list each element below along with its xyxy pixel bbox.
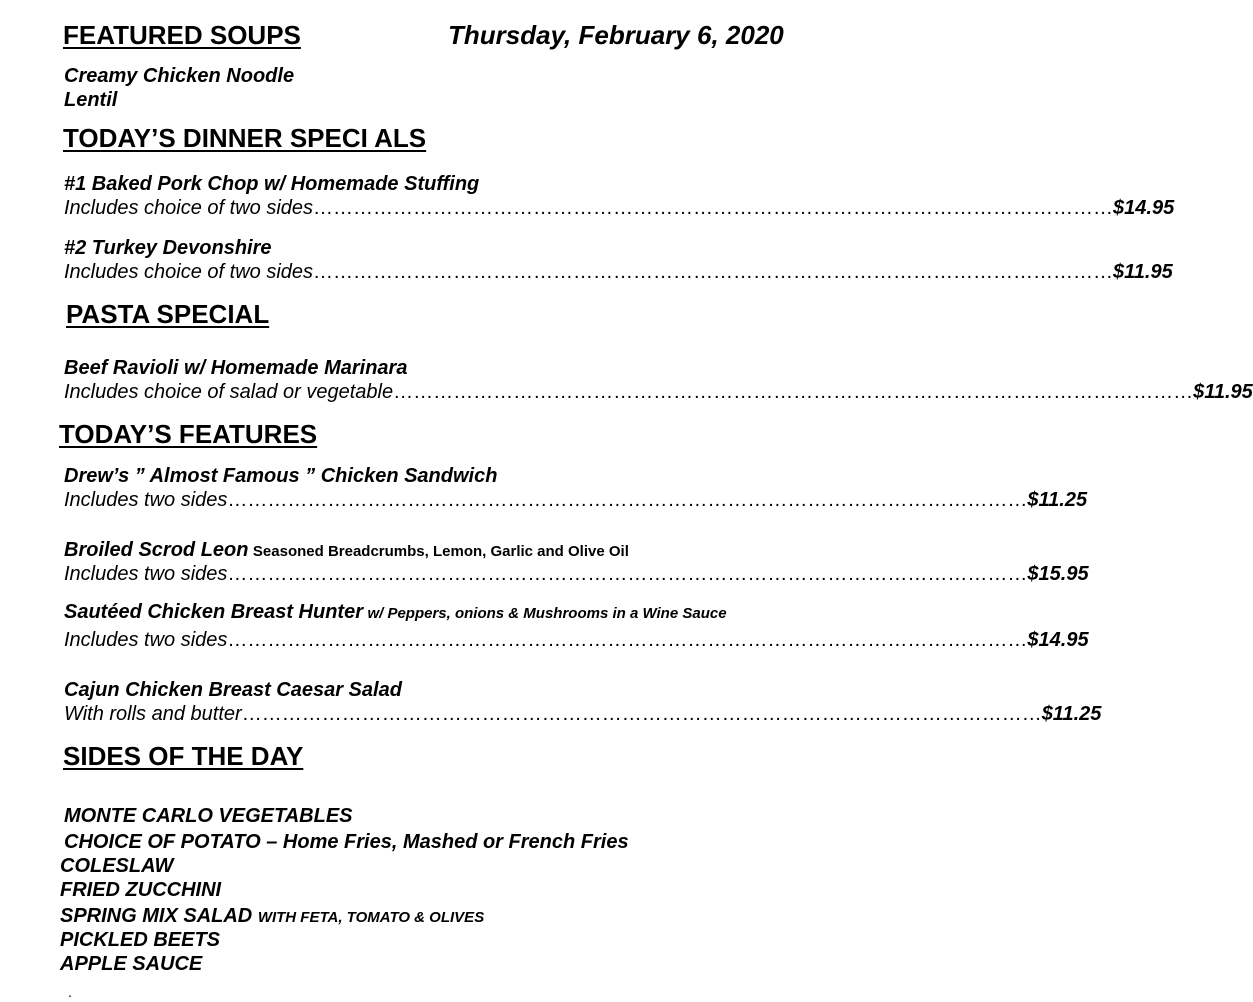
dinner-item-line xyxy=(64,261,1173,284)
menu-date: Thursday, February 6, 2020 xyxy=(448,20,784,50)
pasta-heading: PASTA SPECIAL xyxy=(66,299,270,329)
item-price: $14.95 xyxy=(1113,197,1175,219)
features-heading: TODAY’S FEATURES xyxy=(59,419,318,449)
feature-item-note: Seasoned Breadcrumbs, Lemon, Garlic and Olive Oil xyxy=(252,543,629,560)
footer-mark: . xyxy=(68,984,72,1000)
item-price: $14.95 xyxy=(1027,629,1089,651)
item-price: $11.25 xyxy=(1041,703,1102,725)
item-description: Includes two sides xyxy=(64,489,228,511)
item-description: Includes two sides xyxy=(64,629,228,651)
item-price: $11.95 xyxy=(1113,261,1173,283)
item-price: $15.95 xyxy=(1027,563,1089,585)
feature-item-name: Sautéed Chicken Breast Hunter xyxy=(64,601,363,623)
feature-item-name: Cajun Chicken Breast Caesar Salad xyxy=(64,679,402,701)
item-description: Includes choice of two sides xyxy=(64,261,314,283)
dot-leader: ………………………………………………………………………………………………………… xyxy=(227,563,1028,585)
dinner-item-name: #2 Turkey Devonshire xyxy=(64,237,272,259)
item-price: $11.95 xyxy=(1193,381,1253,403)
item-description: Includes choice of salad or vegetable xyxy=(64,381,394,403)
sides-heading: SIDES OF THE DAY xyxy=(63,741,304,771)
side-item: MONTE CARLO VEGETABLES xyxy=(64,805,353,827)
feature-item-line xyxy=(64,563,1089,586)
soup-item: Lentil xyxy=(64,89,118,111)
side-item: FRIED ZUCCHINI xyxy=(60,879,222,901)
side-item: COLESLAW xyxy=(60,855,174,877)
soup-item: Creamy Chicken Noodle xyxy=(64,65,295,87)
side-item: APPLE SAUCE xyxy=(60,953,203,975)
feature-item-name: Broiled Scrod Leon xyxy=(64,539,249,561)
feature-item-line xyxy=(64,629,1089,652)
feature-item-note: w/ Peppers, onions & Mushrooms in a Wine Sauce xyxy=(367,605,727,622)
dot-leader: ………………………………………………………………………………………………………… xyxy=(313,197,1114,219)
pasta-item-line xyxy=(64,381,1253,404)
feature-item-name: Drew’s ” Almost Famous ” Chicken Sandwich xyxy=(64,465,498,487)
dot-leader: ………………………………………………………………………………………………………… xyxy=(227,629,1028,651)
dinner-heading: TODAY’S DINNER SPECI ALS xyxy=(63,123,427,153)
item-description: Includes choice of two sides xyxy=(64,197,314,219)
feature-item-title xyxy=(64,601,727,624)
dot-leader: ………………………………………………………………………………………………………… xyxy=(313,261,1114,283)
feature-item-title xyxy=(64,539,629,562)
feature-item-line xyxy=(64,703,1102,726)
side-item-with-note xyxy=(60,905,484,928)
pasta-item-name: Beef Ravioli w/ Homemade Marinara xyxy=(64,357,408,379)
dinner-item-line xyxy=(64,197,1175,220)
dot-leader: ………………………………………………………………………………………………………… xyxy=(393,381,1194,403)
side-item: CHOICE OF POTATO – Home Fries, Mashed or French Fries xyxy=(64,831,629,853)
item-description: Includes two sides xyxy=(64,563,228,585)
dot-leader: ………………………………………………………………………………………………………… xyxy=(227,489,1028,511)
soups-heading: FEATURED SOUPS xyxy=(63,20,301,50)
dinner-item-name: #1 Baked Pork Chop w/ Homemade Stuffing xyxy=(64,173,480,195)
side-item-note: WITH FETA, TOMATO & OLIVES xyxy=(257,909,485,926)
item-price: $11.25 xyxy=(1027,489,1088,511)
feature-item-line xyxy=(64,489,1088,512)
dot-leader: ………………………………………………………………………………………………………… xyxy=(241,703,1042,725)
side-item: PICKLED BEETS xyxy=(60,929,221,951)
item-description: With rolls and butter xyxy=(64,703,242,725)
side-item: SPRING MIX SALAD xyxy=(60,905,253,927)
